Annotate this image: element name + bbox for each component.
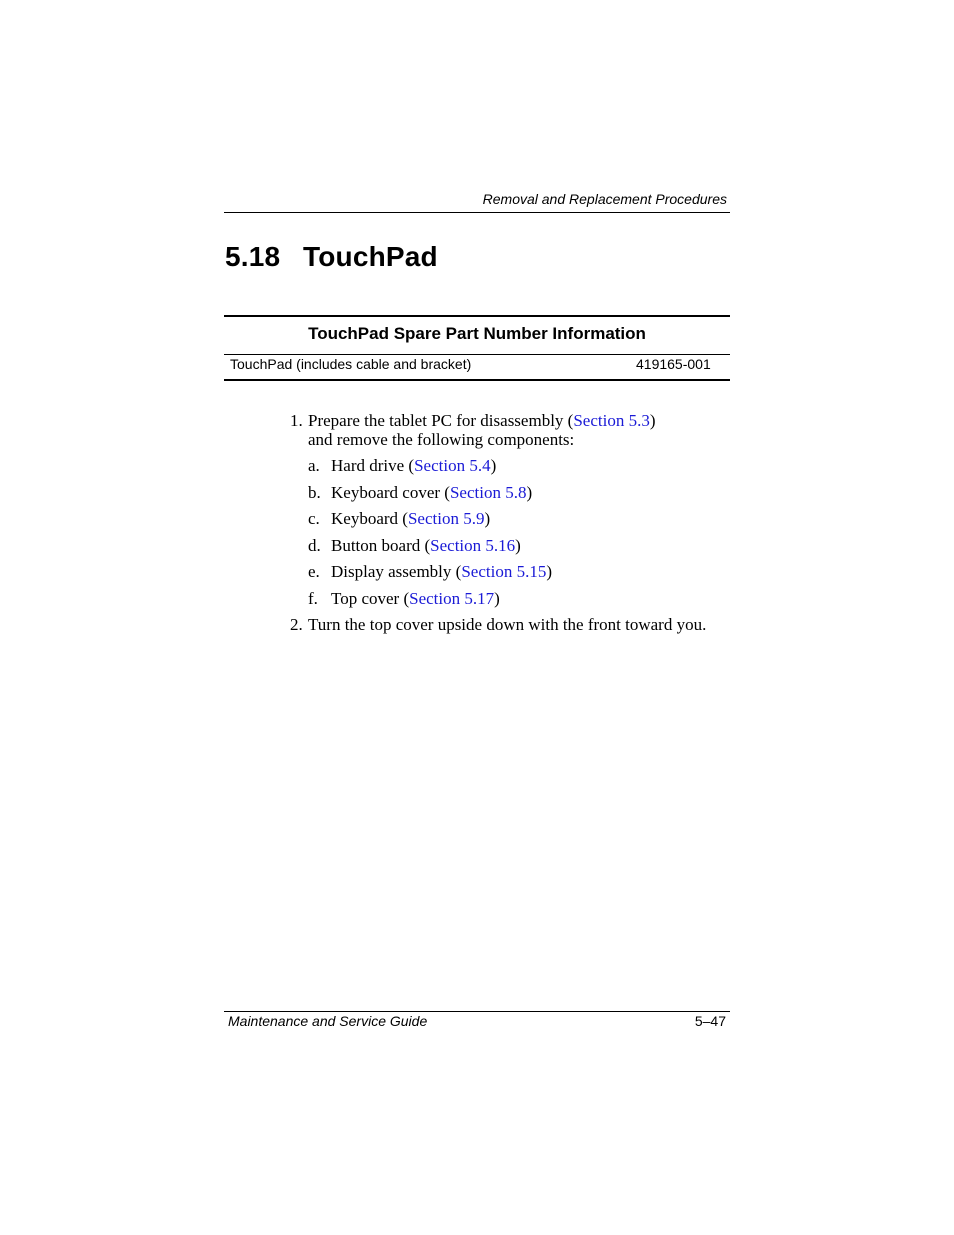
substep-e: Display assembly (Section 5.15) — [331, 562, 552, 581]
section-5-3-link[interactable]: Section 5.3 — [573, 411, 650, 430]
section-5-8-link[interactable]: Section 5.8 — [449, 483, 527, 502]
part-description: TouchPad (includes cable and bracket) — [230, 356, 472, 372]
step-1-text: Prepare the tablet PC for disassembly (Section 5.3) — [308, 411, 656, 430]
step-1-number: 1. — [290, 411, 303, 430]
table-title: TouchPad Spare Part Number Information — [308, 324, 646, 343]
substep-e-letter: e. — [308, 562, 320, 581]
section-number: 5.18 — [225, 241, 281, 272]
substep-a: Hard drive (Section 5.4) — [331, 456, 497, 475]
part-number: 419165-001 — [636, 356, 711, 372]
section-5-17-link[interactable]: Section 5.17 — [409, 589, 495, 608]
table-header-rule — [224, 354, 730, 355]
section-5-16-link[interactable]: Section 5.16 — [430, 536, 516, 555]
substep-d: Button board (Section 5.16) — [331, 536, 521, 555]
substep-f-letter: f. — [308, 589, 318, 608]
substep-a-letter: a. — [308, 456, 320, 475]
section-5-15-link[interactable]: Section 5.15 — [461, 562, 547, 581]
step-2-number: 2. — [290, 615, 303, 634]
header-rule — [224, 212, 730, 213]
footer-guide-title: Maintenance and Service Guide — [228, 1013, 428, 1029]
step-1-text-line2: and remove the following components: — [308, 430, 575, 449]
section-5-9-link[interactable]: Section 5.9 — [407, 509, 485, 528]
substep-c-letter: c. — [308, 509, 320, 528]
section-title: TouchPad — [303, 241, 438, 272]
substep-f: Top cover (Section 5.17) — [331, 589, 500, 608]
step-2-text: Turn the top cover upside down with the front toward you. — [308, 615, 707, 634]
section-heading — [225, 241, 438, 273]
substep-c: Keyboard (Section 5.9) — [331, 509, 491, 528]
page-number: 5–47 — [694, 1013, 726, 1029]
section-5-4-link[interactable]: Section 5.4 — [414, 456, 491, 475]
table-bottom-rule — [224, 379, 730, 381]
substep-b-letter: b. — [308, 483, 321, 502]
substep-d-letter: d. — [308, 536, 321, 555]
footer-rule — [224, 1011, 730, 1012]
running-header: Removal and Replacement Procedures — [482, 191, 727, 207]
substep-b: Keyboard cover (Section 5.8) — [331, 483, 533, 502]
table-top-rule — [224, 315, 730, 317]
